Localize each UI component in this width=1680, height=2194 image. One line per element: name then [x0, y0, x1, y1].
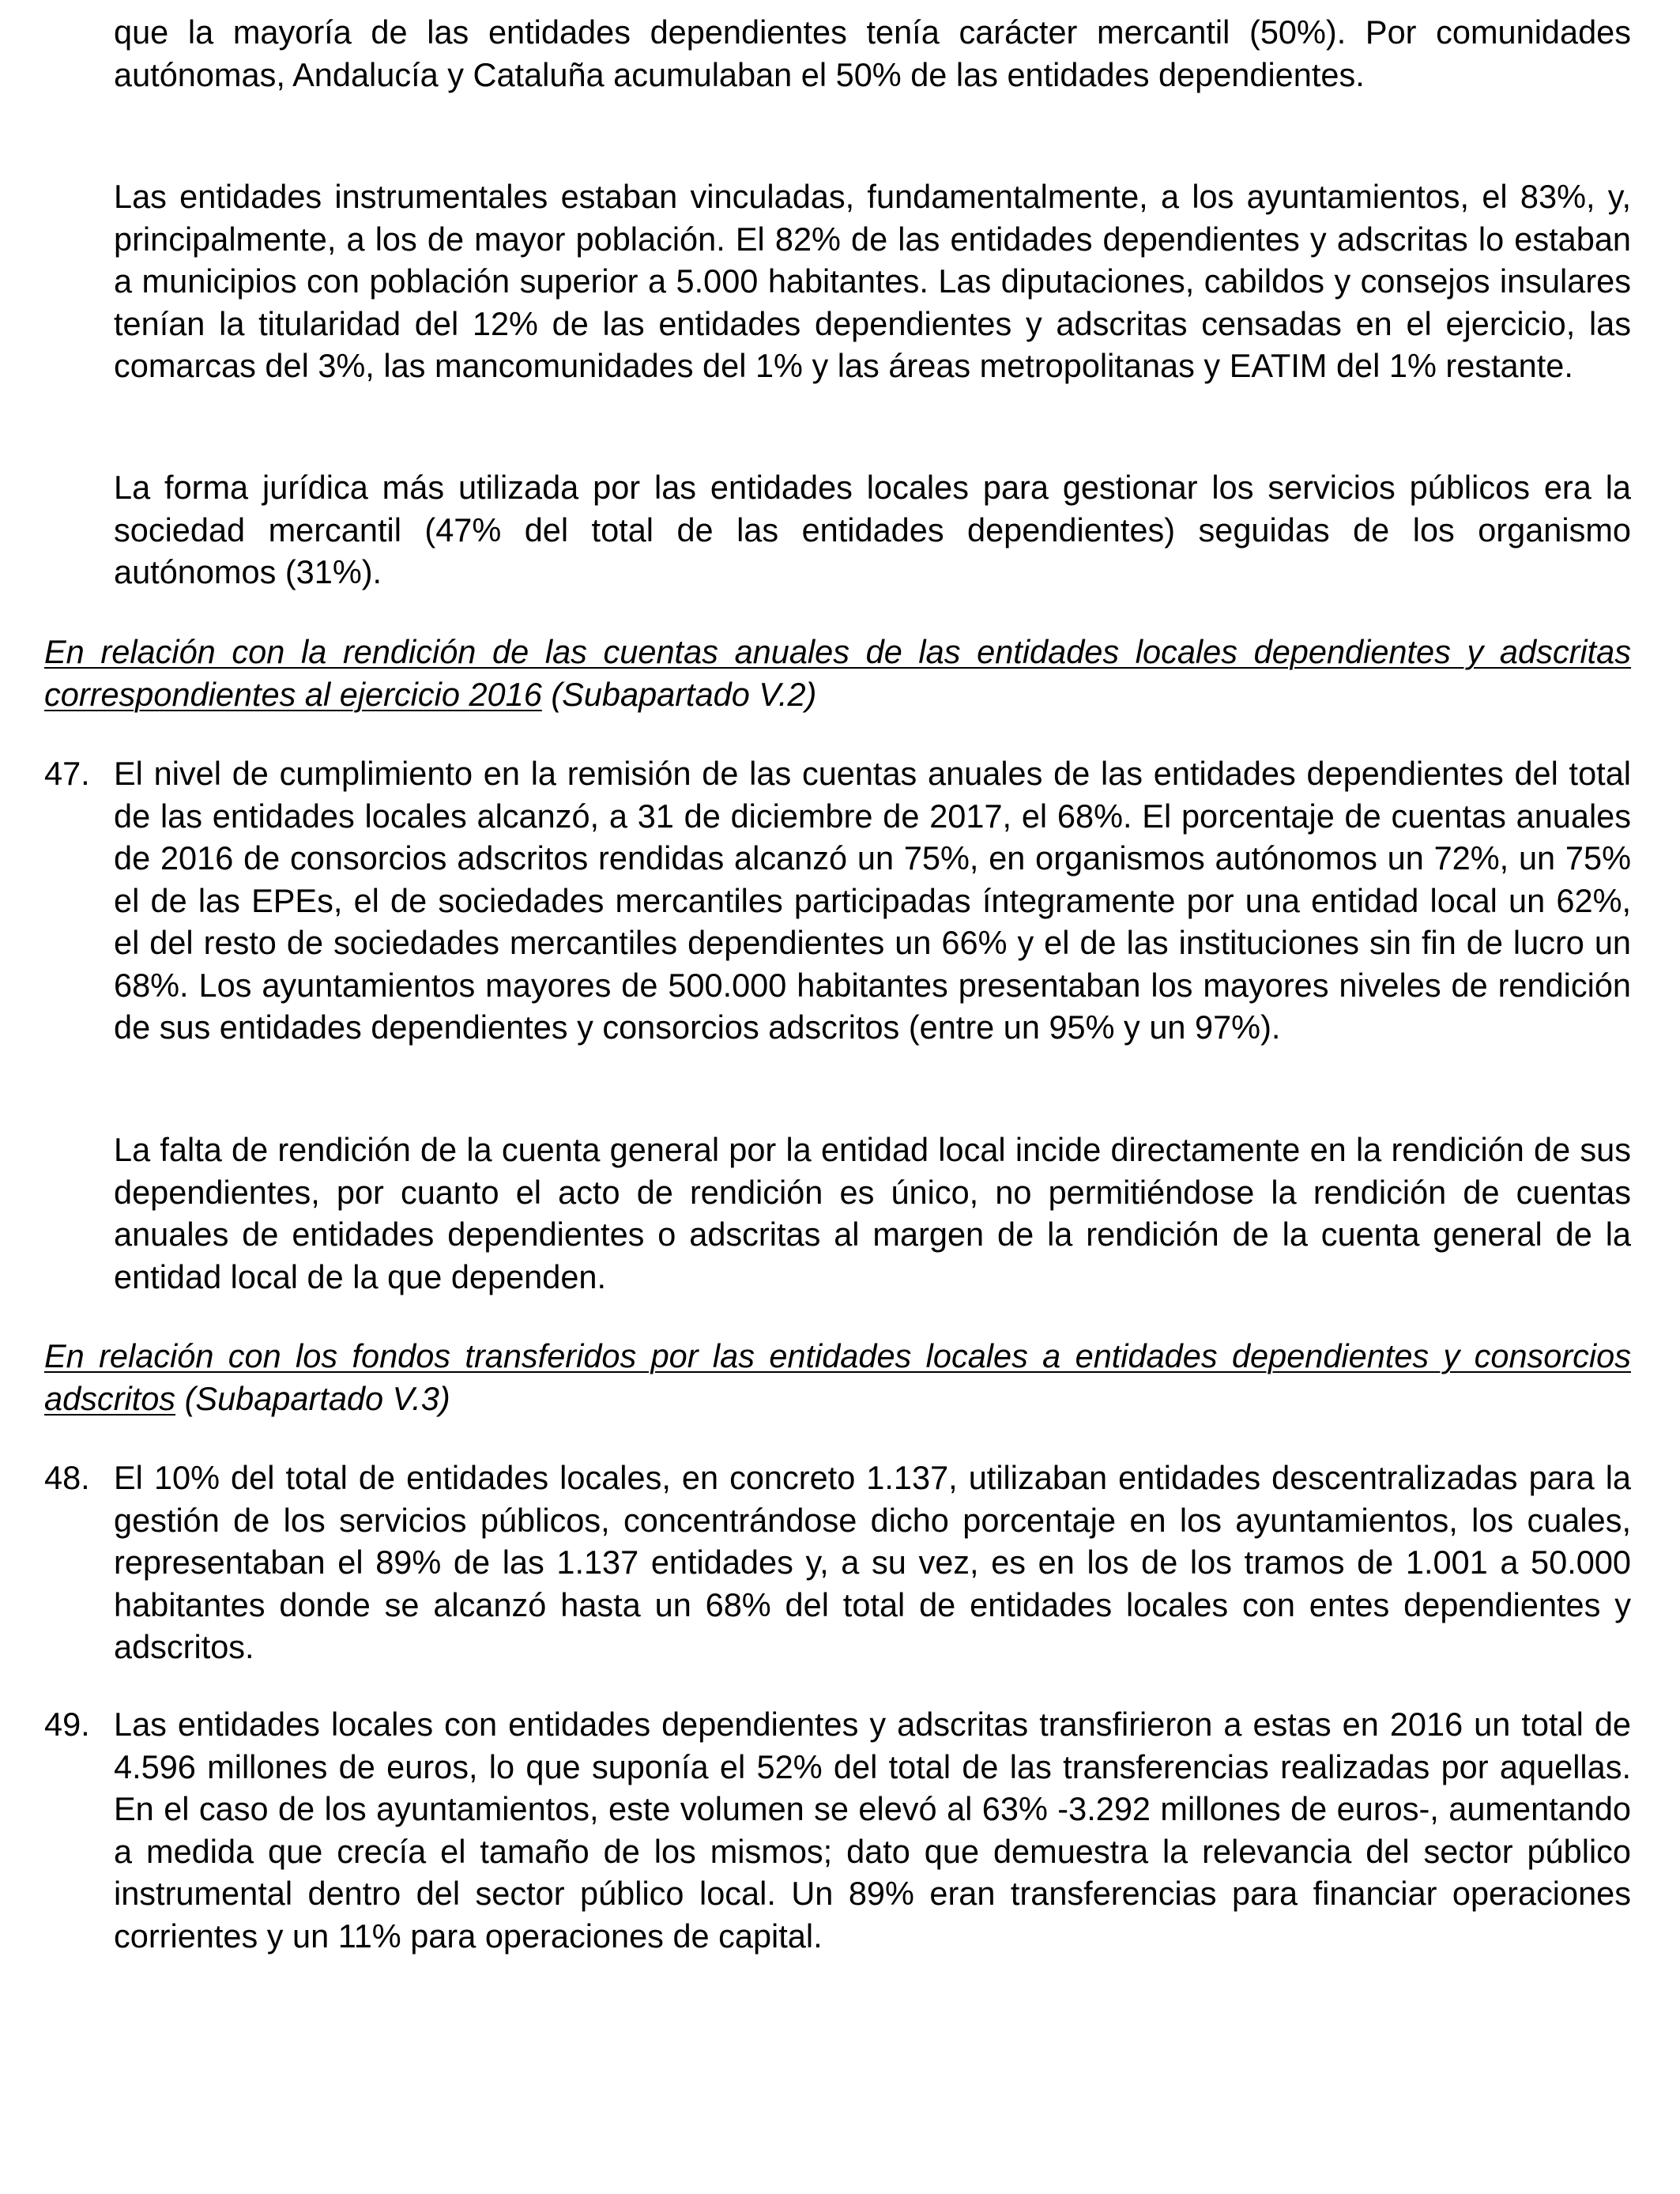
section-heading-v3	[44, 1335, 1631, 1419]
paragraph-falta-rendicion: La falta de rendición de la cuenta general por la entidad local incide directamente en la rendición de sus dependientes, por cuanto el acto de rendición es único, no permitiéndose la rendición de cuentas anuales de entidades dependientes o adscritas al margen de la rendición de la cuenta general de la entidad local de la que dependen.	[114, 1131, 1631, 1295]
section-heading-v2-reference: (Subapartado V.2)	[541, 675, 817, 713]
paragraph-entidades-instrumentales: Las entidades instrumentales estaban vinculadas, fundamentalmente, a los ayuntamientos, el 83%, y, principalmente, a los de mayor población. El 82% de las entidades dependientes y adscritas lo estaban a municipios con población superior a 5.000 habitantes. Las diputaciones, cabildos y consejos insulares tenían la titularidad del 12% de las entidades dependientes y adscritas censadas en el ejercicio, las comarcas del 3%, las mancomunidades del 1% y las áreas metropolitanas y EATIM del 1% restante.	[114, 178, 1631, 384]
paragraph-intro-continuation: que la mayoría de las entidades dependientes tenía carácter mercantil (50%). Por comunidades autónomas, Andalucía y Cataluña acumulaban el 50% de las entidades dependientes.	[114, 13, 1631, 93]
item-47-text: El nivel de cumplimiento en la remisión de las cuentas anuales de las entidades dependientes del total de las entidades locales alcanzó, a 31 de diciembre de 2017, el 68%. El porcentaje de cuentas anuales de 2016 de consorcios adscritos rendidas alcanzó un 75%, en organismos autónomos un 72%, un 75% el de las EPEs, el de sociedades mercantiles participadas íntegramente por una entidad local un 62%, el del resto de sociedades mercantiles dependientes un 66% y el de las instituciones sin fin de lucro un 68%. Los ayuntamientos mayores de 500.000 habitantes presentaban los mayores niveles de rendición de sus entidades dependientes y consorcios adscritos (entre un 95% y un 97%).	[114, 755, 1631, 1046]
section-heading-v3-title: En relación con los fondos transferidos por las entidades locales a entidades dependientes y consorcios adscritos	[44, 1337, 1631, 1417]
item-49-text: Las entidades locales con entidades dependientes y adscritas transfirieron a estas en 2016 un total de 4.596 millones de euros, lo que suponía el 52% del total de las transferencias realizadas por aquellas. En el caso de los ayuntamientos, este volumen se elevó al 63% -3.292 millones de euros-, aumentando a medida que crecía el tamaño de los mismos; dato que demuestra la relevancia del sector público instrumental dentro del sector público local. Un 89% eran transferencias para financiar operaciones corrientes y un 11% para operaciones de capital.	[114, 1706, 1631, 1955]
section-heading-v2-title: En relación con la rendición de las cuentas anuales de las entidades locales dependientes y adscritas correspondientes al ejercicio 2016	[44, 633, 1631, 713]
section-heading-v2	[44, 631, 1631, 715]
item-48-number: 48.	[44, 1459, 90, 1496]
item-49-number: 49.	[44, 1706, 90, 1743]
item-47-number: 47.	[44, 755, 90, 792]
item-48-text: El 10% del total de entidades locales, en concreto 1.137, utilizaban entidades descentralizadas para la gestión de los servicios públicos, concentrándose dicho porcentaje en los ayuntamientos, los cuales, representaban el 89% de las 1.137 entidades y, a su vez, es en los de los tramos de 1.001 a 50.000 habitantes donde se alcanzó hasta un 68% del total de entidades locales con entes dependientes y adscritos.	[114, 1459, 1631, 1665]
paragraph-forma-juridica: La forma jurídica más utilizada por las entidades locales para gestionar los servicios públicos era la sociedad mercantil (47% del total de las entidades dependientes) seguidas de los organismo autónomos (31%).	[114, 469, 1631, 590]
section-heading-v3-reference: (Subapartado V.3)	[175, 1379, 450, 1417]
